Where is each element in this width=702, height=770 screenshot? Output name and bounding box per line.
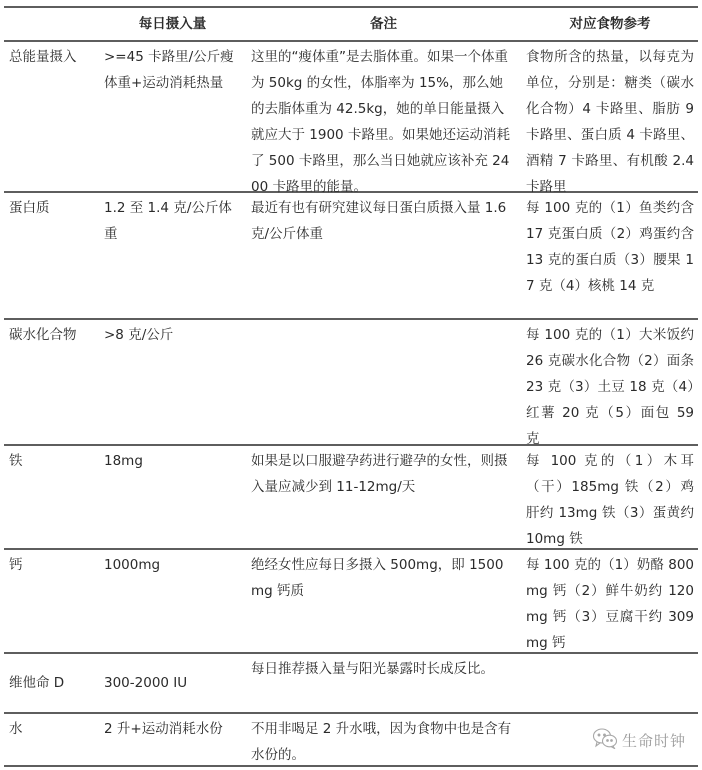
watermark-text: 生命时钟 — [621, 731, 686, 750]
cell-nutrient: 铁 — [9, 453, 23, 469]
cell-notes: 这里的“瘦体重”是去脂体重。如果一个体重为 50kg 的女性，体脂率为 15%，那么她的去脂体重为 42.5kg，她的单日能量摄入就应大于 1900 卡路里。如果她还运动消耗了 500 卡路里，那么当日她就应该补充 2400 卡路里的能量。 — [251, 49, 510, 195]
cell-daily-intake: >=45 卡路里/公斤瘦体重+运动消耗热量 — [104, 49, 234, 91]
table-row — [4, 654, 698, 712]
cell-nutrient: 钙 — [9, 557, 23, 573]
cell-nutrient: 蛋白质 — [9, 200, 50, 216]
cell-notes: 如果是以口服避孕药进行避孕的女性，则摄入量应减少到 11-12mg/天 — [251, 453, 508, 495]
table-bottom-rule — [4, 765, 698, 767]
cell-nutrient: 水 — [9, 721, 23, 737]
cell-food-reference: 每 100 克的（1）鱼类约含 17 克蛋白质（2）鸡蛋约含 13 克的蛋白质（3）腰果 17 克（4）核桃 14 克 — [526, 200, 694, 294]
table-header-row — [4, 8, 698, 40]
table-row — [4, 446, 698, 548]
cell-notes: 不用非喝足 2 升水哦，因为食物中也是含有水份的。 — [251, 721, 512, 763]
cell-daily-intake: 1.2 至 1.4 克/公斤体重 — [104, 200, 232, 242]
cell-notes: 每日推荐摄入量与阳光暴露时长成反比。 — [251, 661, 494, 677]
header-food-reference: 对应食物参考 — [569, 16, 651, 32]
cell-food-reference: 每 100 克的（1）木耳（干）185mg 铁（2）鸡肝约 13mg 铁（3）蛋黄约 10mg 铁 — [526, 453, 694, 547]
cell-daily-intake: 300-2000 IU — [104, 675, 188, 691]
cell-nutrient: 碳水化合物 — [9, 327, 77, 343]
cell-nutrient: 维他命 D — [9, 675, 65, 691]
cell-food-reference: 每 100 克的（1）奶酪 800mg 钙（2）鲜牛奶约 120mg 钙（3）豆腐干约 309mg 钙 — [526, 557, 694, 651]
header-nutrient — [4, 8, 100, 40]
cell-food-reference: 每 100 克的（1）大米饭约 26 克碳水化合物（2）面条 23 克（3）土豆 18 克（4）红薯 20 克（5）面包 59 克 — [526, 327, 694, 447]
nutrition-table — [4, 6, 698, 767]
table-row — [4, 42, 698, 195]
cell-food-reference: 食物所含的热量，以每克为单位，分别是：糖类（碳水化合物）4 卡路里、脂肪 9 卡路里、蛋白质 4 卡路里、酒精 7 卡路里、有机酸 2.4 卡路里 — [526, 49, 694, 195]
header-daily-intake: 每日摄入量 — [138, 16, 207, 32]
cell-notes: 最近有也有研究建议每日蛋白质摄入量 1.6 克/公斤体重 — [251, 200, 507, 242]
header-notes: 备注 — [370, 16, 397, 32]
cell-nutrient: 总能量摄入 — [9, 49, 77, 65]
table-row — [4, 320, 698, 447]
cell-daily-intake: >8 克/公斤 — [104, 327, 174, 343]
wechat-icon — [592, 727, 622, 753]
cell-notes — [245, 320, 520, 444]
cell-notes: 绝经女性应每日多摄入 500mg，即 1500mg 钙质 — [251, 557, 504, 599]
cell-daily-intake: 1000mg — [104, 557, 161, 573]
table-row — [4, 550, 698, 652]
cell-food-reference — [520, 654, 698, 712]
watermark — [592, 727, 686, 753]
cell-daily-intake: 2 升+运动消耗水份 — [104, 721, 223, 737]
cell-daily-intake: 18mg — [104, 453, 143, 469]
table-row — [4, 193, 698, 318]
